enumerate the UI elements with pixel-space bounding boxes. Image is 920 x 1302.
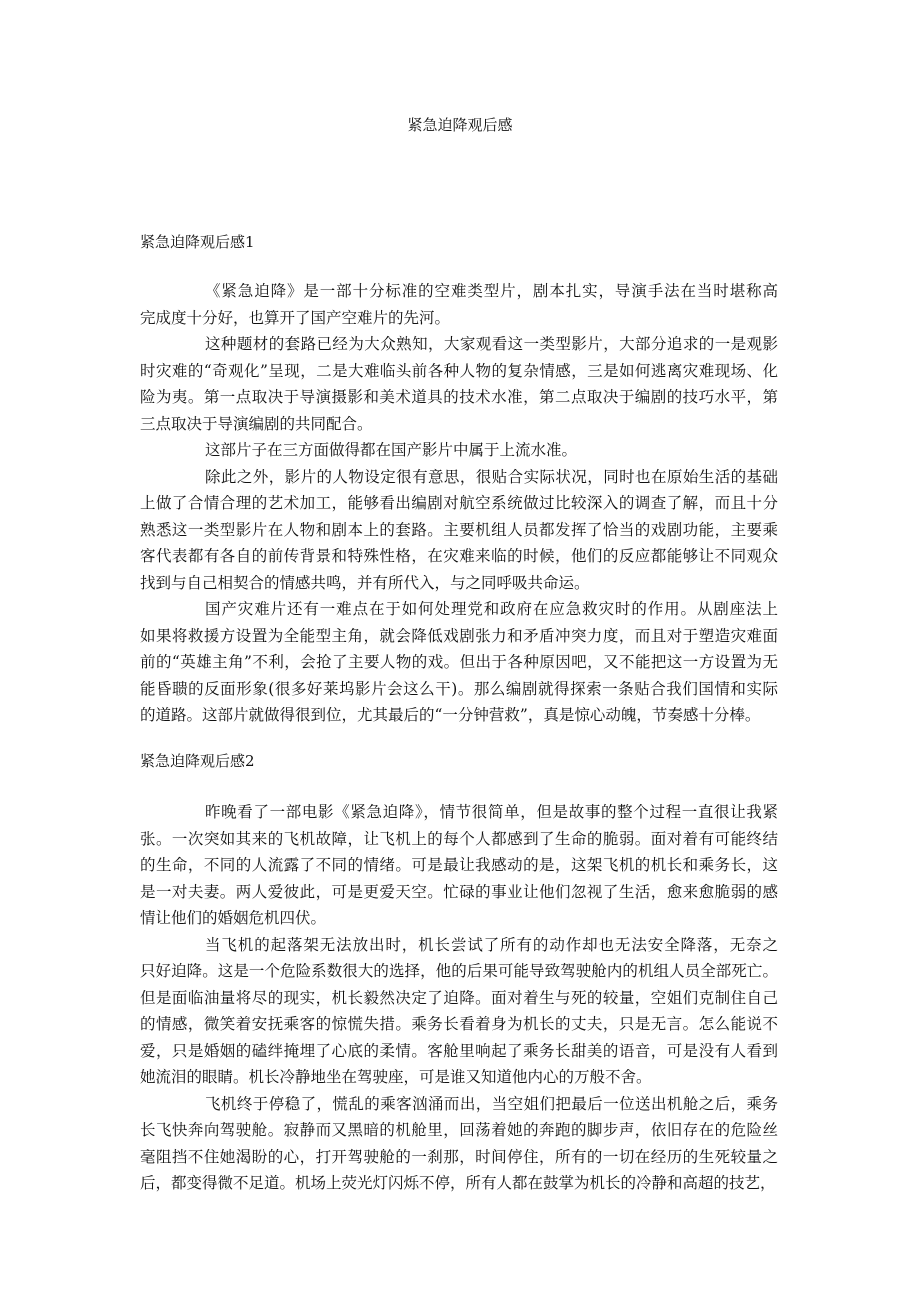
paragraph-line: 的情感，微笑着安抚乘客的惊慌失措。乘务长看着身为机长的丈夫，只是无言。怎么能说不 <box>140 1015 778 1033</box>
paragraph-line: 是一对夫妻。两人爱彼此，可是更爱天空。忙碌的事业让他们忽视了生活，愈来愈脆弱的感 <box>140 882 778 901</box>
paragraph-line: 险为夷。第一点取决于导演摄影和美术道具的技术水准，第二点取决于编剧的技巧水平，第 <box>140 388 778 406</box>
paragraph-line: 的生命，不同的人流露了不同的情绪。可是最让我感动的是，这架飞机的机长和乘务长，这 <box>140 856 778 874</box>
paragraph-line: 但是面临油量将尽的现实，机长毅然决定了迫降。面对着生与死的较量，空姐们克制住自己 <box>140 988 778 1007</box>
paragraph-line: 昨晚看了一部电影《紧急迫降》，情节很简单，但是故事的整个过程一直很让我紧 <box>205 803 778 821</box>
paragraph-line: 如果将救援方设置为全能型主角，就会降低戏剧张力和矛盾冲突力度，而且对于塑造灾难面 <box>140 626 778 645</box>
paragraph-line: 国产灾难片还有一难点在于如何处理党和政府在应急救灾时的作用。从剧座法上 <box>205 600 778 618</box>
paragraph-line: 后，都变得微不足道。机场上荧光灯闪烁不停，所有人都在鼓掌为机长的冷静和高超的技艺， <box>140 1174 776 1192</box>
paragraph-line: 熟悉这一类型影片在人物和剧本上的套路。主要机组人员都发挥了恰当的戏剧功能，主要乘 <box>140 520 778 539</box>
paragraph-line: 爱，只是婚姻的磕绊掩埋了心底的柔情。客舱里响起了乘务长甜美的语音，可是没有人看到 <box>140 1041 778 1060</box>
paragraph-line: 能昏聩的反面形象(很多好莱坞影片会这么干)。那么编剧就得探索一条贴合我们国情和实际 <box>140 679 778 698</box>
paragraph-line: 只好迫降。这是一个危险系数很大的选择，他的后果可能导致驾驶舱内的机组人员全部死亡。 <box>140 962 778 980</box>
paragraph-line: 的道路。这部片就做得很到位，尤其最后的“一分钟营救”，真是惊心动魄，节奏感十分棒。 <box>140 706 761 724</box>
document-title: 紧急迫降观后感 <box>407 116 513 134</box>
section-heading: 紧急迫降观后感1 <box>140 233 255 251</box>
paragraph-line: 时灾难的“奇观化”呈现，二是大难临头前各种人物的复杂情感，三是如何逃离灾难现场、化 <box>140 361 778 380</box>
paragraph-line: 除此之外，影片的人物设定很有意思，很贴合实际状况，同时也在原始生活的基础 <box>205 467 778 486</box>
paragraph-line: 上做了合情合理的艺术加工，能够看出编剧对航空系统做过比较深入的调查了解，而且十分 <box>140 494 778 512</box>
paragraph-line: 这种题材的套路已经为大众熟知，大家观看这一类型影片，大部分追求的一是观影 <box>205 335 778 353</box>
paragraph-line: 毫阻挡不住她渴盼的心，打开驾驶舱的一刹那，时间停住，所有的一切在经历的生死较量之 <box>140 1147 778 1166</box>
paragraph-line: 完成度十分好，也算开了国产空难片的先河。 <box>140 308 451 327</box>
paragraph-line: 《紧急迫降》是一部十分标准的空难类型片，剧本扎实，导演手法在当时堪称高 <box>205 282 778 300</box>
paragraph-line: 张。一次突如其来的飞机故障，让飞机上的每个人都感到了生命的脆弱。面对着有可能终结 <box>140 829 778 848</box>
paragraph-line: 当飞机的起落架无法放出时，机长尝试了所有的动作却也无法安全降落，无奈之 <box>205 935 778 954</box>
paragraph-line: 前的“英雄主角”不利，会抢了主要人物的戏。但出于各种原因吧，又不能把这一方设置为无 <box>140 653 778 671</box>
paragraph-line: 这部片子在三方面做得都在国产影片中属于上流水准。 <box>205 441 578 459</box>
section-body <box>140 799 778 1197</box>
paragraph-line: 飞机终于停稳了，慌乱的乘客汹涌而出，当空姐们把最后一位送出机舱之后，乘务 <box>205 1094 778 1113</box>
paragraph-line: 情让他们的婚姻危机四伏。 <box>140 909 327 927</box>
section-body <box>140 278 778 729</box>
paragraph-line: 三点取决于导演编剧的共同配合。 <box>140 414 373 433</box>
paragraph-line: 客代表都有各自的前传背景和特殊性格，在灾难来临的时候，他们的反应都能够让不同观众 <box>140 547 778 565</box>
paragraph-line: 找到与自己相契合的情感共鸣，并有所代入，与之同呼吸共命运。 <box>140 573 590 592</box>
paragraph-line: 长飞快奔向驾驶舱。寂静而又黑暗的机舱里，回荡着她的奔跑的脚步声，依旧存在的危险丝 <box>140 1121 778 1139</box>
section-heading: 紧急迫降观后感2 <box>140 752 255 770</box>
paragraph-line: 她流泪的眼睛。机长冷静地坐在驾驶座，可是谁又知道他内心的万般不舍。 <box>140 1068 652 1086</box>
